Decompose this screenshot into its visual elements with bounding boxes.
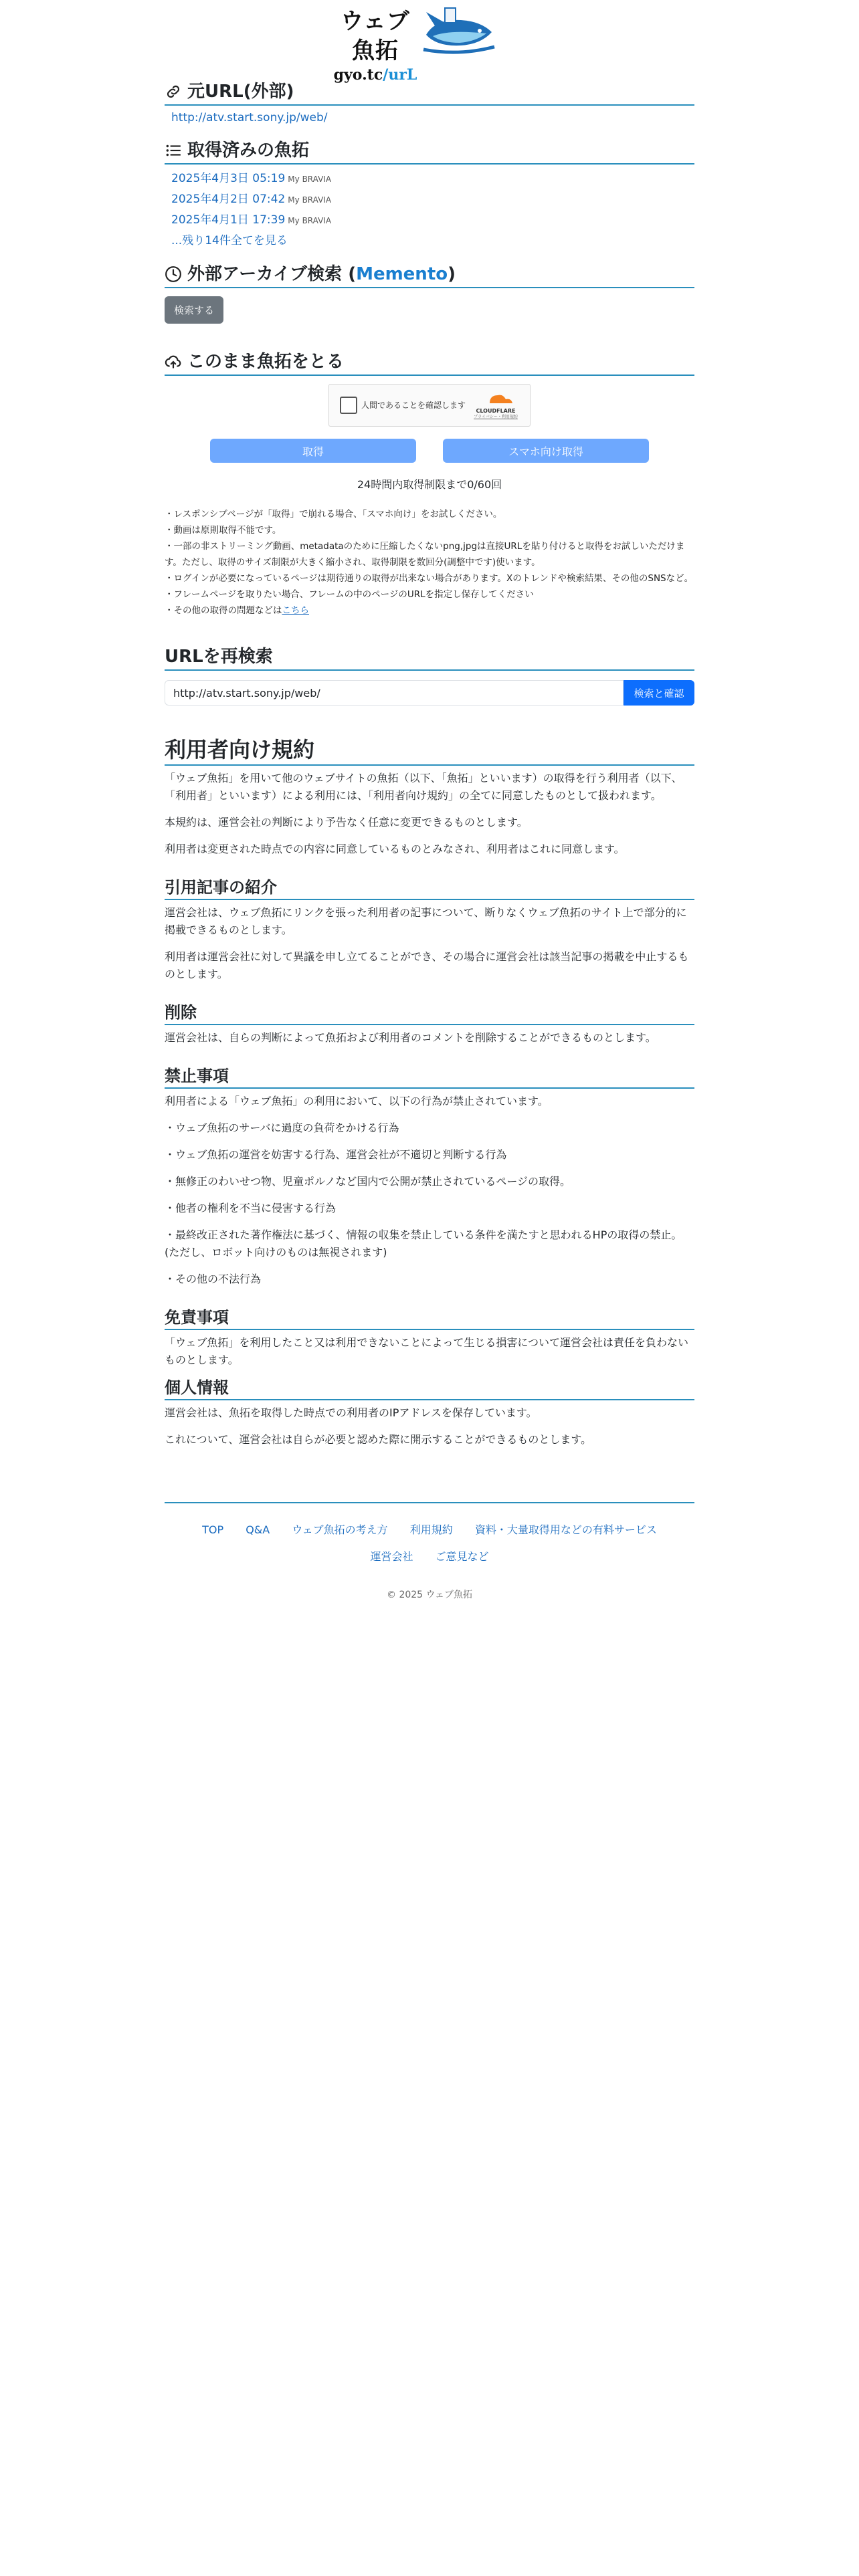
archive-heading-text: 外部アーカイブ検索 ( bbox=[187, 264, 357, 284]
footer-link-qa[interactable]: Q&A bbox=[246, 1523, 270, 1536]
footer-link-paid-services[interactable]: 資料・大量取得用などの有料サービス bbox=[474, 1523, 657, 1536]
list-icon bbox=[165, 142, 182, 159]
logo-domain-sep: / bbox=[383, 66, 389, 84]
capture-heading bbox=[165, 350, 694, 376]
terms-paragraph: 利用者は変更された時点での内容に同意しているものとみなされ、利用者はこれに同意します。 bbox=[165, 843, 625, 855]
gyotaku-item bbox=[171, 189, 694, 210]
logo-domain bbox=[332, 66, 419, 84]
terms-subsection-disclaimer bbox=[165, 1307, 694, 1369]
terms-subheading: 引用記事の紹介 bbox=[165, 877, 694, 900]
terms-paragraph: 「ウェブ魚拓」を利用したこと又は利用できないことによって生じる損害について運営会社は責任を負わないものとします。 bbox=[165, 1336, 689, 1366]
gyotaku-item bbox=[171, 210, 694, 231]
terms-paragraph: 本規約は、運営会社の判断により予告なく任意に変更できるものとします。 bbox=[165, 816, 528, 829]
terms-subsection-quotes bbox=[165, 877, 694, 983]
terms-subsection-prohibited bbox=[165, 1065, 694, 1288]
original-url-heading-text: 元URL(外部) bbox=[187, 82, 294, 102]
terms-paragraph: これについて、運営会社は自らが必要と認めた際に開示することができるものとします。 bbox=[165, 1433, 592, 1446]
capture-button-row bbox=[165, 439, 694, 463]
capture-note: ・レスポンシブページが「取得」で崩れる場合、「スマホ向け」をお試しください。 bbox=[165, 509, 502, 520]
gyotaku-item-device: My BRAVIA bbox=[288, 216, 332, 225]
memento-link[interactable]: Memento bbox=[356, 264, 448, 284]
capture-note: ・動画は原則取得不能です。 bbox=[165, 525, 282, 536]
cloud-upload-icon bbox=[165, 353, 182, 370]
footer-links-row2 bbox=[165, 1543, 694, 1570]
original-url-heading bbox=[165, 80, 694, 106]
terms-paragraph: 「ウェブ魚拓」を用いて他のウェブサイトの魚拓（以下、「魚拓」といいます）の取得を行う利用者（以下、「利用者」といいます）による利用には、「利用者向け規約」の全てに同意したものとして扱われます。 bbox=[165, 772, 682, 802]
terms-paragraph: ・その他の不法行為 bbox=[165, 1273, 262, 1285]
terms-paragraph: 利用者による「ウェブ魚拓」の利用において、以下の行為が禁止されています。 bbox=[165, 1095, 549, 1107]
captcha-widget bbox=[328, 384, 531, 427]
capture-notes bbox=[165, 506, 694, 619]
archive-heading-close: ) bbox=[448, 264, 456, 284]
footer bbox=[165, 1502, 694, 1601]
capture-limit: 24時間内取得制限まで0/60回 bbox=[357, 478, 502, 491]
terms-paragraph: ・最終改正された著作権法に基づく、情報の収集を禁止している条件を満たすと思われるHPの取得の禁止。(ただし、ロボット向けのものは無視されます) bbox=[165, 1228, 682, 1259]
cloudflare-icon bbox=[470, 391, 522, 406]
link-icon bbox=[165, 83, 182, 100]
terms-paragraph: 運営会社は、ウェブ魚拓にリンクを張った利用者の記事について、断りなくウェブ魚拓のサイト上で部分的に掲載できるものとします。 bbox=[165, 906, 687, 936]
archive-button-wrap bbox=[165, 296, 694, 324]
terms-paragraph: ・ウェブ魚拓のサーバに過度の負荷をかける行為 bbox=[165, 1121, 399, 1134]
terms-subheading: 免責事項 bbox=[165, 1307, 694, 1330]
footer-links-row1 bbox=[165, 1517, 694, 1543]
gyotaku-item bbox=[171, 169, 694, 189]
original-url-link[interactable]: http://atv.start.sony.jp/web/ bbox=[171, 111, 328, 124]
clock-icon bbox=[165, 265, 182, 283]
footer-link-terms[interactable]: 利用規約 bbox=[409, 1523, 453, 1536]
logo-domain-url: urL bbox=[388, 66, 417, 84]
research-heading: URLを再検索 bbox=[165, 645, 694, 671]
fish-logo-icon bbox=[422, 3, 496, 63]
capture-button[interactable]: 取得 bbox=[210, 439, 416, 463]
gyotaku-item-link[interactable]: 2025年4月2日 07:42 bbox=[171, 193, 286, 206]
capture-note-last bbox=[165, 603, 694, 619]
gyotaku-more-row bbox=[171, 231, 694, 251]
terms-section bbox=[165, 736, 694, 1448]
gyotaku-item-device: My BRAVIA bbox=[288, 195, 332, 205]
terms-subheading: 禁止事項 bbox=[165, 1065, 694, 1089]
capture-note: ・フレームページを取りたい場合、フレームの中のページのURLを指定し保存してください bbox=[165, 589, 534, 600]
research-form bbox=[165, 680, 694, 706]
footer-link-philosophy[interactable]: ウェブ魚拓の考え方 bbox=[292, 1523, 388, 1536]
capture-note: ・ログインが必要になっているページは期待通りの取得が出来ない場合があります。Xのトレンドや検索結果、その他のSNSなど。 bbox=[165, 573, 694, 584]
terms-paragraph: 運営会社は、魚拓を取得した時点での利用者のIPアドレスを保存しています。 bbox=[165, 1406, 537, 1419]
terms-paragraph: ・ウェブ魚拓の運営を妨害する行為、運営会社が不適切と判断する行為 bbox=[165, 1148, 507, 1161]
gyotaku-more-link[interactable]: ...残り14件全てを見る bbox=[171, 234, 288, 247]
terms-paragraph: ・無修正のわいせつ物、児童ポルノなど国内で公開が禁止されているページの取得。 bbox=[165, 1175, 571, 1188]
capture-note-last-text: ・その他の取得の問題などは bbox=[165, 605, 282, 616]
footer-link-company[interactable]: 運営会社 bbox=[370, 1550, 413, 1563]
capture-help-link[interactable]: こちら bbox=[282, 605, 309, 616]
captcha-label: 人間であることを確認します bbox=[361, 401, 466, 410]
footer-link-top[interactable]: TOP bbox=[202, 1523, 224, 1536]
logo-text bbox=[332, 7, 419, 84]
gyotaku-list bbox=[171, 169, 694, 251]
terms-paragraph: 利用者は運営会社に対して異議を申し立てることができ、その場合に運営会社は該当記事の掲載を中止するものとします。 bbox=[165, 950, 689, 980]
terms-paragraph: ・他者の権利を不当に侵害する行為 bbox=[165, 1202, 337, 1214]
footer-link-feedback[interactable]: ご意見など bbox=[435, 1550, 489, 1563]
captcha-links[interactable]: プライバシー・利用規約 bbox=[474, 415, 518, 419]
capture-note: ・一部の非ストリーミング動画、metadataのために圧縮したくないpng,jpgは直接URLを貼り付けると取得をお試しいただけます。ただし、取得のサイズ制限が大きく縮小され、取得制限を数回分(調整中です)使います。 bbox=[165, 541, 685, 568]
research-url-input[interactable] bbox=[165, 680, 624, 706]
original-url-line bbox=[171, 111, 694, 124]
gyotaku-section bbox=[165, 139, 694, 251]
gyotaku-heading bbox=[165, 139, 694, 165]
gyotaku-item-link[interactable]: 2025年4月3日 05:19 bbox=[171, 172, 286, 185]
terms-title: 利用者向け規約 bbox=[165, 736, 694, 766]
copyright: © 2025 ウェブ魚拓 bbox=[387, 1590, 472, 1600]
archive-section bbox=[165, 263, 694, 324]
terms-subsection-privacy bbox=[165, 1377, 694, 1448]
terms-paragraph: 運営会社は、自らの判断によって魚拓および利用者のコメントを削除することができるものとします。 bbox=[165, 1031, 656, 1044]
archive-heading bbox=[165, 263, 694, 288]
cloudflare-logo bbox=[470, 391, 522, 421]
logo-title: ウェブ魚拓 bbox=[341, 8, 410, 64]
page bbox=[165, 0, 694, 1601]
gyotaku-heading-text: 取得済みの魚拓 bbox=[187, 140, 310, 160]
cloudflare-brand: CLOUDFLARE bbox=[476, 408, 516, 414]
capture-heading-text: このまま魚拓をとる bbox=[187, 352, 345, 372]
terms-subheading: 削除 bbox=[165, 1002, 694, 1025]
terms-subheading: 個人情報 bbox=[165, 1377, 694, 1400]
capture-section bbox=[165, 350, 694, 619]
archive-search-button[interactable]: 検索する bbox=[165, 296, 223, 324]
gyotaku-item-link[interactable]: 2025年4月1日 17:39 bbox=[171, 213, 286, 227]
captcha-checkbox[interactable] bbox=[340, 397, 357, 414]
gyotaku-item-device: My BRAVIA bbox=[288, 175, 332, 184]
research-submit-button[interactable]: 検索と確認 bbox=[624, 680, 694, 706]
site-logo[interactable] bbox=[165, 0, 694, 84]
terms-subsection-delete bbox=[165, 1002, 694, 1047]
logo-domain-host: gyo.tc bbox=[333, 66, 383, 84]
research-section bbox=[165, 645, 694, 706]
original-url-section bbox=[165, 80, 694, 124]
mobile-capture-button[interactable]: スマホ向け取得 bbox=[443, 439, 649, 463]
